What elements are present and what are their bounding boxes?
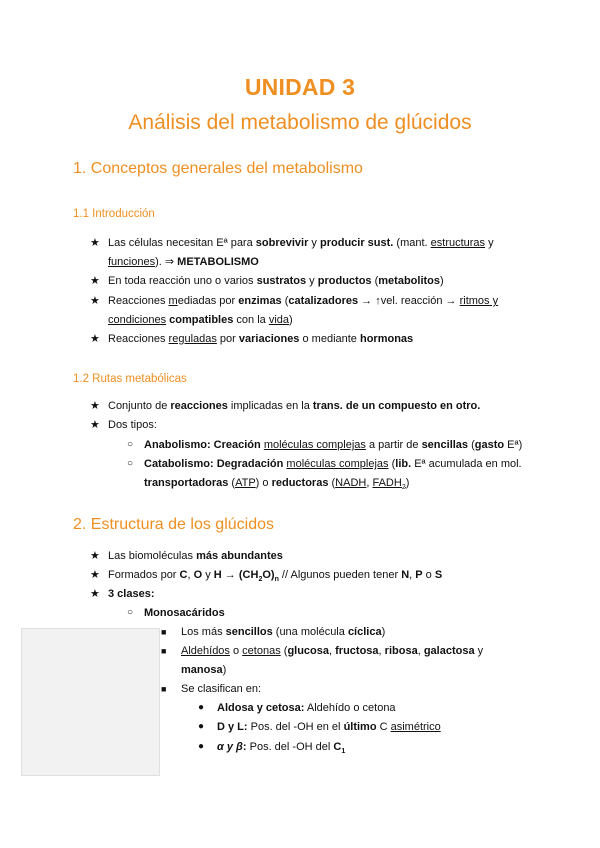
intro-bullet-1: Las células necesitan Eª para sobrevivir y producir sust. (mant. estructuras y [108,237,494,249]
glucids-bullet-3: 3 clases: [108,588,155,600]
star-bullet-icon: ★ [90,333,100,345]
mono-sub-2: Aldehídos o cetonas (glucosa, fructosa, ribosa, galactosa y [181,645,484,657]
section-2-heading: 2. Estructura de los glúcidos [73,516,274,533]
dot-bullet-icon: ● [198,721,205,732]
catabolism-item-cont: transportadoras (ATP) o reductoras (NADH, $FADH_2$) [144,477,410,492]
mono-sub-3: Se clasifican en: [181,683,262,695]
intro-bullet-3: Reacciones mediadas por enzimas (catalizadores → ↑vel. reacción → ritmos y [108,295,499,307]
square-bullet-icon: ■ [161,684,167,694]
monosaccharides-item: Monosacáridos [144,607,225,619]
star-bullet-icon: ★ [90,569,100,581]
image-placeholder [21,628,160,776]
circle-bullet-icon: ○ [127,458,134,469]
routes-bullet-1: Conjunto de reacciones implicadas en la trans. de un compuesto en otro. [108,400,481,412]
routes-bullet-2: Dos tipos: [108,419,157,431]
star-bullet-icon: ★ [90,275,100,287]
catabolism-item: Catabolismo: Degradación moléculas complejas (lib. Eª acumulada en mol. [144,458,522,470]
intro-bullet-1-cont: funciones). ⇒ METABOLISMO [108,256,259,268]
intro-bullet-2: En toda reacción uno o varios sustratos y productos (metabolitos) [108,275,444,287]
square-bullet-icon: ■ [161,646,167,656]
mono-sub-1: Los más sencillos (una molécula cíclica) [181,626,386,638]
mono-sub-2-cont: manosa) [181,664,227,676]
intro-bullet-4: Reacciones reguladas por variaciones o mediante hormonas [108,333,414,345]
star-bullet-icon: ★ [90,400,100,412]
classification-3: α y β: Pos. del -OH del $C_1$ [217,741,346,756]
star-bullet-icon: ★ [90,295,100,307]
anabolism-item: Anabolismo: Creación moléculas complejas a partir de sencillas (gasto Eª) [144,439,523,451]
star-bullet-icon: ★ [90,419,100,431]
intro-bullet-3-cont: condiciones compatibles con la vida) [108,314,293,326]
glucids-bullet-2: Formados por C, O y $H \to (CH_2O)_n$ // Algunos pueden tener N, P o S [108,569,443,584]
circle-bullet-icon: ○ [127,439,134,450]
glucids-bullet-1: Las biomoléculas más abundantes [108,550,283,562]
unit-title: UNIDAD 3 [244,74,356,100]
star-bullet-icon: ★ [90,237,100,249]
dot-bullet-icon: ● [198,702,205,713]
unit-subtitle: Análisis del metabolismo de glúcidos [128,111,472,134]
section-1-heading: 1. Conceptos generales del metabolismo [73,160,363,177]
section-1-1-heading: 1.1 Introducción [73,208,155,220]
star-bullet-icon: ★ [90,588,100,600]
dot-bullet-icon: ● [198,741,205,752]
classification-1: Aldosa y cetosa: Aldehído o cetona [217,702,396,714]
section-1-2-heading: 1.2 Rutas metabólicas [73,373,187,385]
circle-bullet-icon: ○ [127,607,134,618]
star-bullet-icon: ★ [90,550,100,562]
square-bullet-icon: ■ [161,627,167,637]
classification-2: D y L: Pos. del -OH en el último C asimétrico [217,721,441,733]
